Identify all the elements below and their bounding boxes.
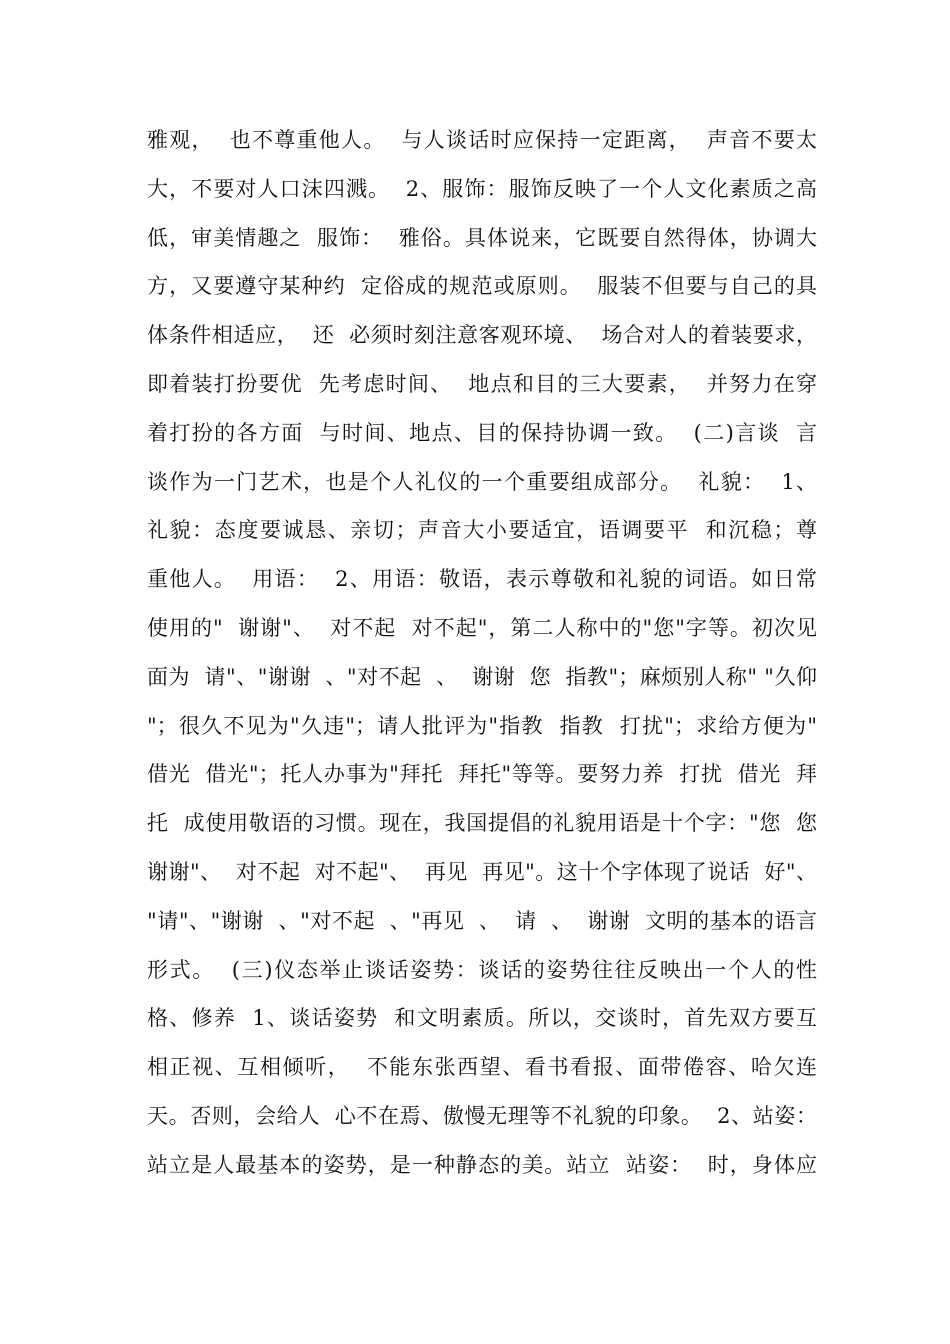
text-line: 格、修养 1、谈话姿势 和文明素质。所以，交谈时，首先双方要互 (147, 1006, 817, 1031)
text-line: "；很久不见为"久违"；请人批评为"指教 指教 打扰"；求给方便为" (147, 713, 817, 738)
text-line: 方，又要遵守某种约 定俗成的规范或原则。 服装不但要与自己的具 (147, 274, 817, 299)
text-line: "请"、"谢谢 、"对不起 、"再见 、 请 、 谢谢 文明的基本的语言 (147, 908, 817, 933)
text-line: 体条件相适应， 还 必须时刻注意客观环境、 场合对人的着装要求， (147, 323, 817, 348)
text-line: 大，不要对人口沫四溅。 2、服饰：服饰反映了一个人文化素质之高 (147, 176, 817, 201)
text-line: 使用的" 谢谢"、 对不起 对不起"，第二人称中的"您"字等。初次见 (147, 615, 817, 640)
body-text (147, 116, 817, 1190)
text-line: 相正视、互相倾听， 不能东张西望、看书看报、面带倦容、哈欠连 (147, 1055, 817, 1080)
text-line: 雅观， 也不尊重他人。 与人谈话时应保持一定距离， 声音不要太 (147, 128, 817, 152)
text-line: 天。否则，会给人 心不在焉、傲慢无理等不礼貌的印象。 2、站姿： (147, 1103, 817, 1128)
text-line: 低，审美情趣之 服饰： 雅俗。具体说来，它既要自然得体，协调大 (147, 225, 817, 250)
text-line: 形式。 (三)仪态举止谈话姿势：谈话的姿势往往反映出一个人的性 (147, 957, 817, 982)
text-line: 谢谢"、 对不起 对不起"、 再见 再见"。这十个字体现了说话 好"、 (147, 859, 817, 884)
text-line: 重他人。 用语： 2、用语：敬语，表示尊敬和礼貌的词语。如日常 (147, 567, 817, 592)
text-line: 即着装打扮要优 先考虑时间、 地点和目的三大要素， 并努力在穿 (147, 371, 817, 396)
text-line: 面为 请"、"谢谢 、"对不起 、 谢谢 您 指教"；麻烦别人称" "久仰 (147, 664, 817, 689)
text-line: 托 成使用敬语的习惯。现在，我国提倡的礼貌用语是十个字："您 您 (147, 811, 817, 836)
text-line: 借光 借光"；托人办事为"拜托 拜托"等等。要努力养 打扰 借光 拜 (147, 762, 817, 787)
text-line: 着打扮的各方面 与时间、地点、目的保持协调一致。 (二)言谈 言 (147, 420, 817, 445)
text-line: 站立是人最基本的姿势，是一种静态的美。站立 站姿： 时，身体应 (147, 1152, 817, 1177)
text-line: 谈作为一门艺术，也是个人礼仪的一个重要组成部分。 礼貌： 1、 (147, 469, 817, 494)
text-line: 礼貌：态度要诚恳、亲切；声音大小要适宜，语调要平 和沉稳；尊 (147, 518, 817, 543)
